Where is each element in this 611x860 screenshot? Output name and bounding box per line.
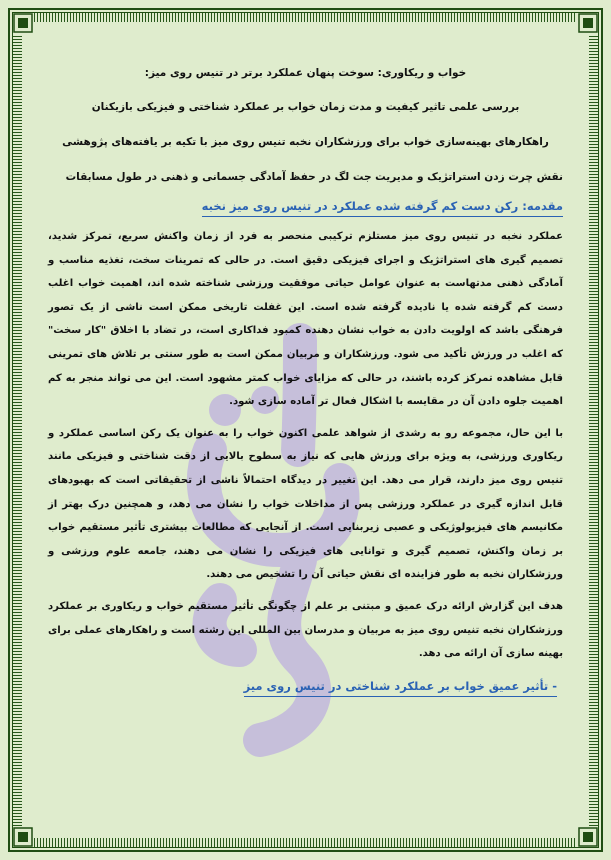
title-line-3: راهکارهای بهینه‌سازی خواب برای ورزشکاران نخبه تنیس روی میز با تکیه بر یافته‌های پژوهشی xyxy=(62,136,549,148)
section-heading-introduction: مقدمه: رکن دست کم گرفته شده عملکرد در تنیس روی میز نخبه xyxy=(202,196,563,217)
paragraph-2: با این حال، مجموعه رو به رشدی از شواهد علمی اکنون خواب را به عنوان یک رکن اساسی عملکرد و ریکاوری ورزشی، به ویژه برای ورزش هایی که نیاز به سطوح بالایی از دقت شناختی و فیزیکی مانند تنیس روی میز دارند، قرار می دهد. این تغییر در دیدگاه احتمالاً ناشی از تحقیقاتی است که بهبودهای قابل اندازه گیری در عملکرد ورزشی پس از مداخلات خواب را نشان می دهد، و همچنین درک بهتر از مکانیسم های فیزیولوژیکی و عصبی زیربنایی است. از آنجایی که مطالعات بیشتری تأثیر مستقیم خواب بر زمان واکنش، تصمیم گیری و توانایی های فیزیکی را نشان می دهند، جامعه علوم ورزشی و ورزشکاران نخبه به طور فزاینده ای نقش حیاتی آن را تشخیص می دهند. xyxy=(48,427,563,581)
corner-ornament-icon xyxy=(13,13,33,33)
section-heading-cognitive: - تأثیر عمیق خواب بر عملکرد شناختی در تنیس روی میز xyxy=(244,676,557,697)
corner-ornament-icon xyxy=(578,13,598,33)
document-body xyxy=(48,56,563,697)
border-stripe-right xyxy=(589,34,598,826)
corner-ornament-icon xyxy=(13,827,33,847)
paragraph-1: عملکرد نخبه در تنیس روی میز مستلزم ترکیبی منحصر به فرد از زمان واکنش سریع، تمرکز شدید، تصمیم گیری های استراتژیک و اجرای فیزیکی دقیق است. در حالی که تمرینات سخت، تغذیه مناسب و آمادگی ذهنی مدتهاست به عنوان عوامل حیاتی موفقیت ورزشی شناخته شده اند، اهمیت خواب اغلب دست کم گرفته شده یا نادیده گرفته شده است. این غفلت تاریخی ممکن است ناشی از یک تصور فرهنگی باشد که اولویت دادن به خواب نشان دهنده کمبود فداکاری است، در تضاد با اخلاق "کار سخت" که اغلب در ورزش تأکید می شود. ورزشکاران و مربیان ممکن است به طور سنتی بر تلاش های تمرینی قابل مشاهده تمرکز کرده باشند، در حالی که مزایای خواب کمتر مشهود است. این می تواند منجر به کم اهمیت جلوه دادن آن در مقایسه با اشکال فعال تر آماده سازی شود. xyxy=(48,231,563,408)
title-line-4: نقش چرت زدن استراتژیک و مدیریت جت لگ در حفظ آمادگی جسمانی و ذهنی در طول مسابقات xyxy=(65,171,563,183)
border-stripe-top xyxy=(34,13,577,22)
title-line-2: بررسی علمی تاثیر کیفیت و مدت زمان خواب بر عملکرد شناختی و فیزیکی بازیکنان xyxy=(91,101,520,113)
border-stripe-left xyxy=(13,34,22,826)
corner-ornament-icon xyxy=(578,827,598,847)
paragraph-3: هدف این گزارش ارائه درک عمیق و مبتنی بر علم از چگونگی تأثیر مستقیم خواب و ریکاوری بر عملکرد ورزشکاران نخبه تنیس روی میز به مربیان و مدرسان بین المللی این رشته است و راهکارهای عملی برای بهینه سازی آن ارائه می دهد. xyxy=(48,600,563,660)
border-stripe-bottom xyxy=(34,838,577,847)
title-line-1: خواب و ریکاوری: سوخت پنهان عملکرد برتر در تنیس روی میز: xyxy=(144,67,467,79)
